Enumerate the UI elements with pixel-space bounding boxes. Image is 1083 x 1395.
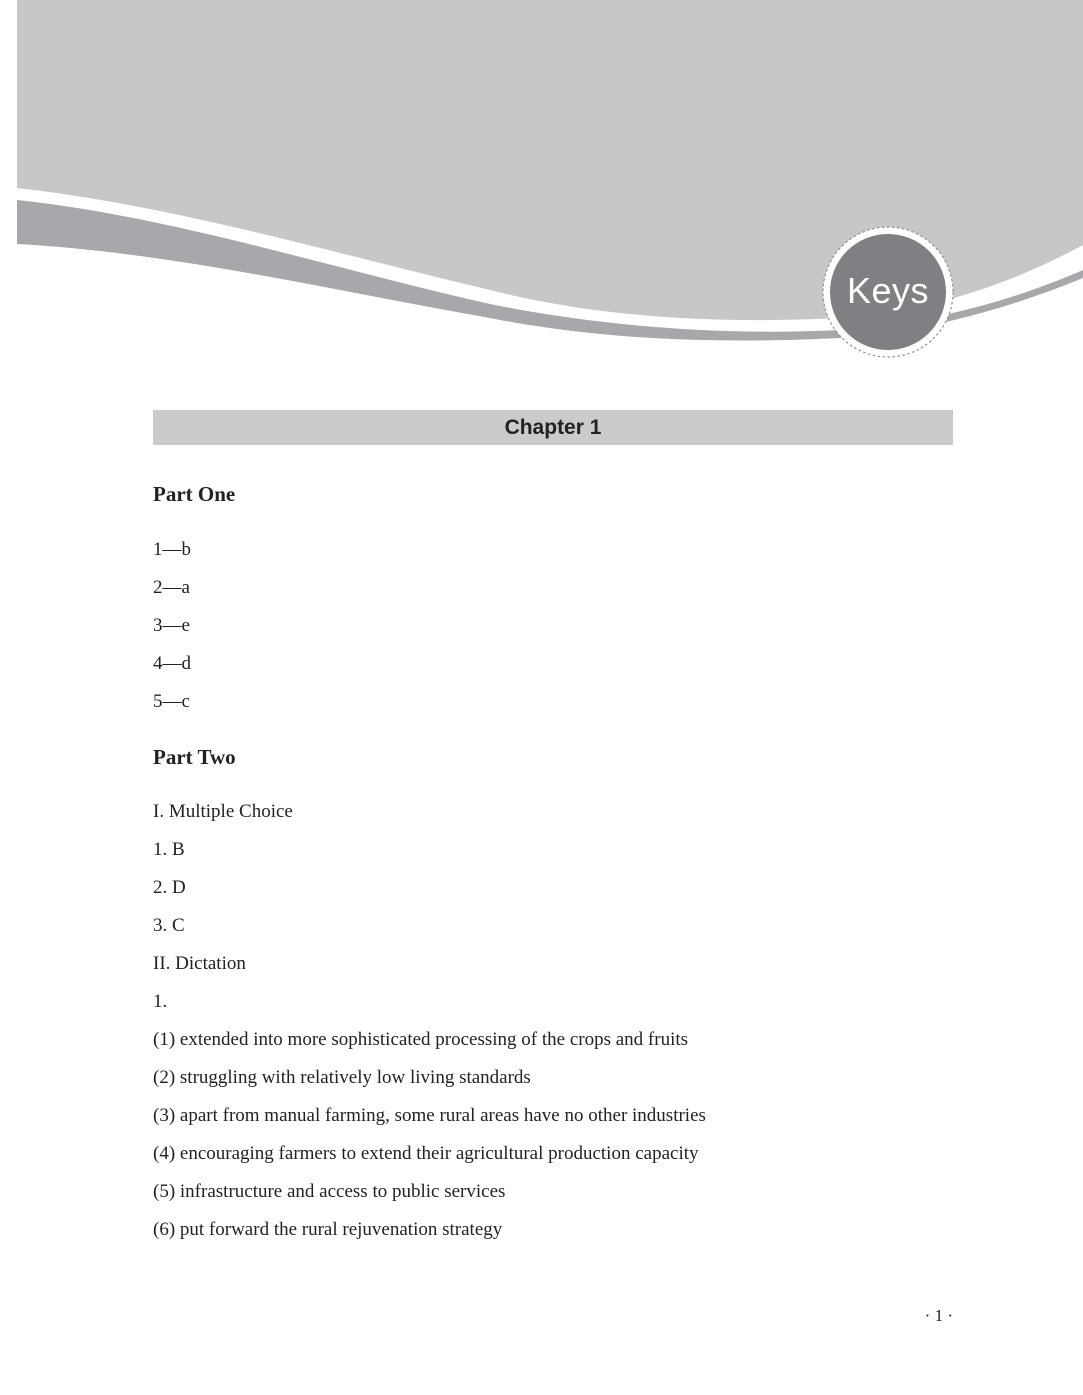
part-one-answer: 2—a	[153, 577, 190, 598]
part-one-answer: 5—c	[153, 691, 190, 712]
multiple-choice-title: I. Multiple Choice	[153, 801, 293, 822]
chapter-title: Chapter 1	[504, 415, 602, 439]
part-one-heading: Part One	[153, 482, 236, 506]
dictation-answer: (6) put forward the rural rejuvenation strategy	[153, 1219, 503, 1240]
dictation-title: II. Dictation	[153, 953, 246, 974]
part-two-heading: Part Two	[153, 745, 236, 769]
dictation-answer: (4) encouraging farmers to extend their agricultural production capacity	[153, 1143, 699, 1164]
page-number: · 1 ·	[924, 1306, 953, 1325]
dictation-answer: (1) extended into more sophisticated processing of the crops and fruits	[153, 1029, 689, 1050]
dictation-item-number: 1.	[153, 991, 168, 1012]
multiple-choice-answer: 1. B	[153, 839, 185, 860]
dictation-answer: (2) struggling with relatively low living standards	[153, 1067, 531, 1088]
multiple-choice-answer: 2. D	[153, 877, 186, 898]
dictation-answer: (5) infrastructure and access to public services	[153, 1181, 506, 1202]
keys-badge-label: Keys	[846, 270, 930, 311]
dictation-answer: (3) apart from manual farming, some rural areas have no other industries	[153, 1105, 706, 1126]
part-one-answer: 3—e	[153, 615, 190, 636]
multiple-choice-answer: 3. C	[153, 915, 185, 936]
part-one-answer: 1—b	[153, 539, 191, 560]
header-wave-graphic	[0, 0, 1083, 370]
chapter-heading-bar	[153, 410, 953, 445]
part-one-answer: 4—d	[153, 653, 191, 674]
